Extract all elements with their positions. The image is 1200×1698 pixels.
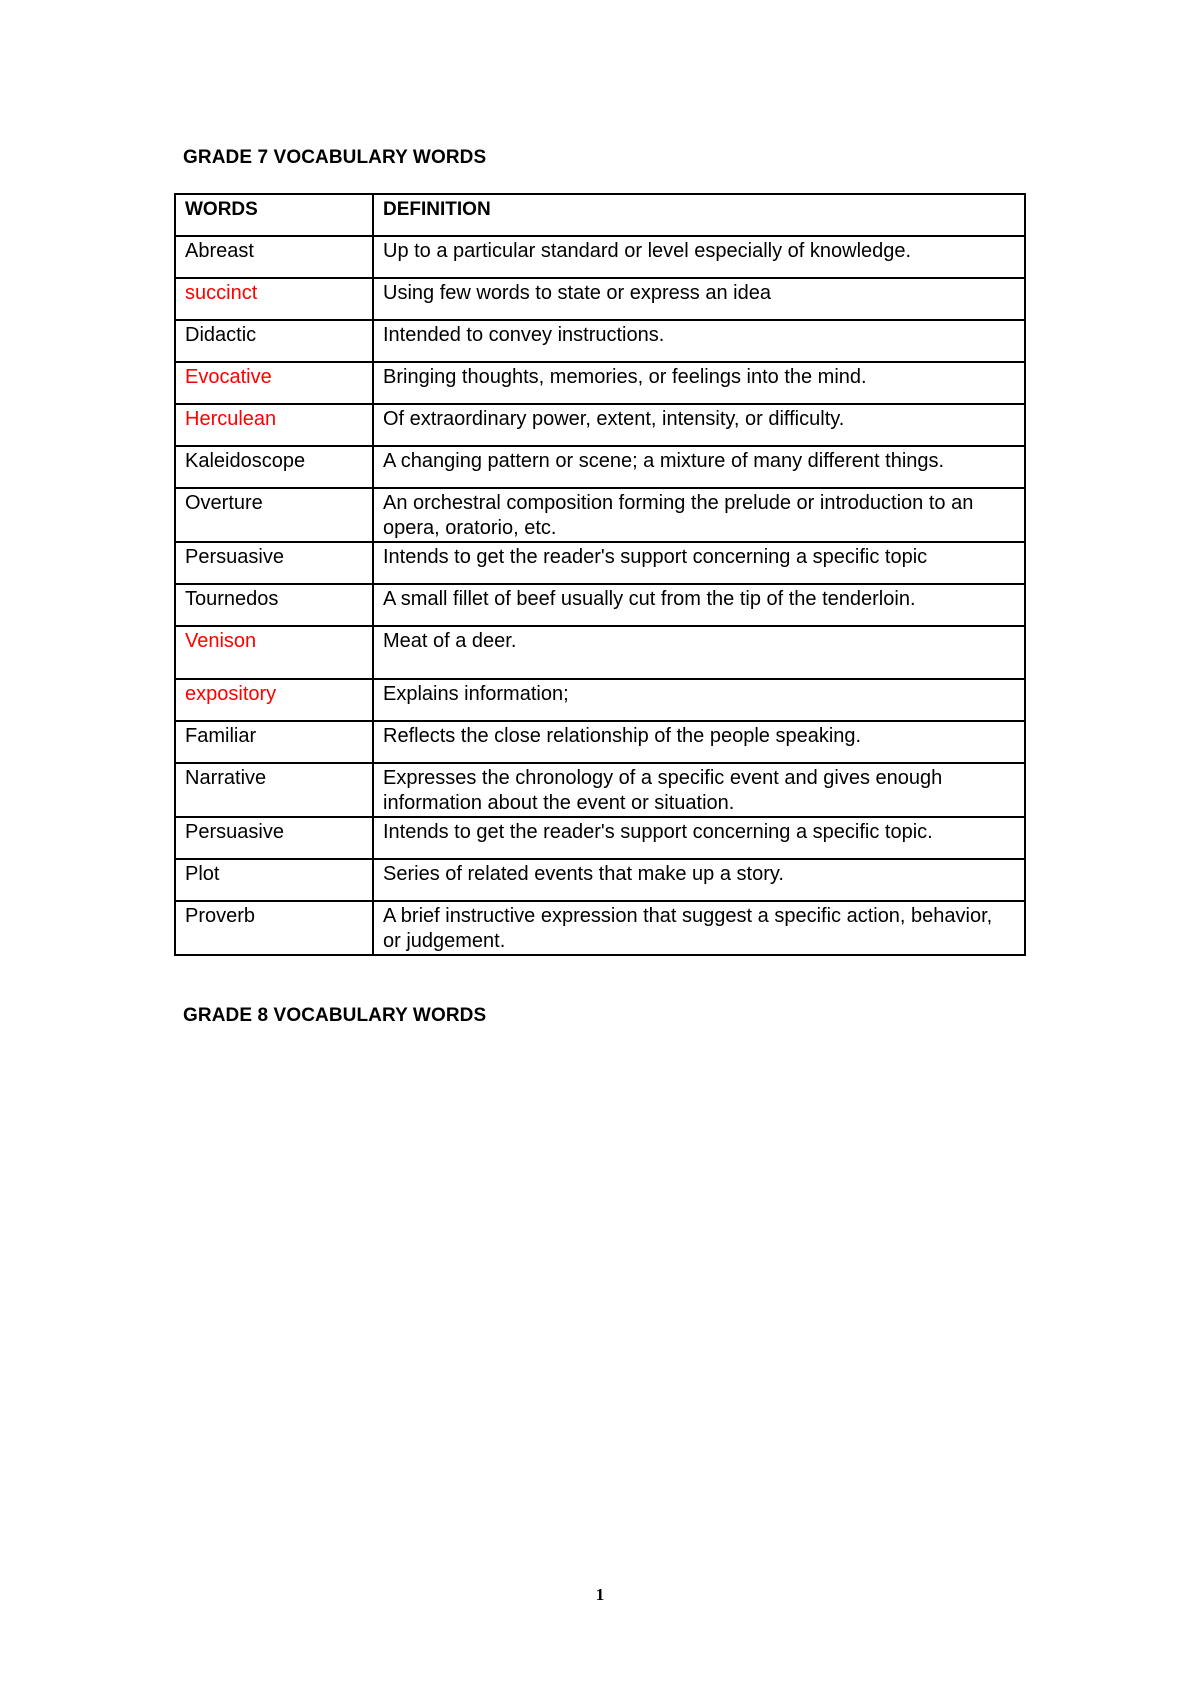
definition-cell: A brief instructive expression that suggest a specific action, behavior, or judgement. <box>373 901 1025 955</box>
definition-cell: Bringing thoughts, memories, or feelings into the mind. <box>373 362 1025 404</box>
word-cell: Plot <box>175 859 373 901</box>
table-row <box>175 320 1025 362</box>
grade7-vocabulary-table <box>174 193 1026 956</box>
word-cell: succinct <box>175 278 373 320</box>
table-row <box>175 542 1025 584</box>
definition-cell: Using few words to state or express an idea <box>373 278 1025 320</box>
definition-cell: A changing pattern or scene; a mixture of many different things. <box>373 446 1025 488</box>
table-row <box>175 859 1025 901</box>
definition-cell: Explains information; <box>373 679 1025 721</box>
table-row <box>175 679 1025 721</box>
word-cell: Kaleidoscope <box>175 446 373 488</box>
word-cell: Evocative <box>175 362 373 404</box>
table-row <box>175 817 1025 859</box>
table-row <box>175 278 1025 320</box>
word-cell: Herculean <box>175 404 373 446</box>
word-cell: Abreast <box>175 236 373 278</box>
word-cell: Familiar <box>175 721 373 763</box>
table-row <box>175 362 1025 404</box>
word-cell: expository <box>175 679 373 721</box>
definition-cell: Intends to get the reader's support concerning a specific topic <box>373 542 1025 584</box>
definition-cell: Of extraordinary power, extent, intensity, or difficulty. <box>373 404 1025 446</box>
word-cell: Narrative <box>175 763 373 817</box>
table-row <box>175 404 1025 446</box>
table-row <box>175 763 1025 817</box>
word-cell: Overture <box>175 488 373 542</box>
column-header-words: WORDS <box>175 194 373 236</box>
table-row <box>175 488 1025 542</box>
grade7-heading: GRADE 7 VOCABULARY WORDS <box>183 147 487 168</box>
definition-cell: An orchestral composition forming the prelude or introduction to an opera, oratorio, etc. <box>373 488 1025 542</box>
word-cell: Didactic <box>175 320 373 362</box>
definition-cell: Intended to convey instructions. <box>373 320 1025 362</box>
definition-cell: Expresses the chronology of a specific event and gives enough information about the event or situation. <box>373 763 1025 817</box>
word-cell: Tournedos <box>175 584 373 626</box>
definition-cell: Intends to get the reader's support concerning a specific topic. <box>373 817 1025 859</box>
page-number: 1 <box>595 1585 605 1604</box>
column-header-definition: DEFINITION <box>373 194 1025 236</box>
table-row <box>175 626 1025 679</box>
table-row <box>175 236 1025 278</box>
definition-cell: Series of related events that make up a story. <box>373 859 1025 901</box>
table-row <box>175 584 1025 626</box>
table-row <box>175 721 1025 763</box>
definition-cell: Up to a particular standard or level especially of knowledge. <box>373 236 1025 278</box>
table-row <box>175 446 1025 488</box>
word-cell: Persuasive <box>175 542 373 584</box>
definition-cell: A small fillet of beef usually cut from the tip of the tenderloin. <box>373 584 1025 626</box>
word-cell: Persuasive <box>175 817 373 859</box>
word-cell: Venison <box>175 626 373 679</box>
table-header-row <box>175 194 1025 236</box>
table-row <box>175 901 1025 955</box>
definition-cell: Meat of a deer. <box>373 626 1025 679</box>
grade8-heading: GRADE 8 VOCABULARY WORDS <box>183 1005 487 1026</box>
definition-cell: Reflects the close relationship of the people speaking. <box>373 721 1025 763</box>
word-cell: Proverb <box>175 901 373 955</box>
